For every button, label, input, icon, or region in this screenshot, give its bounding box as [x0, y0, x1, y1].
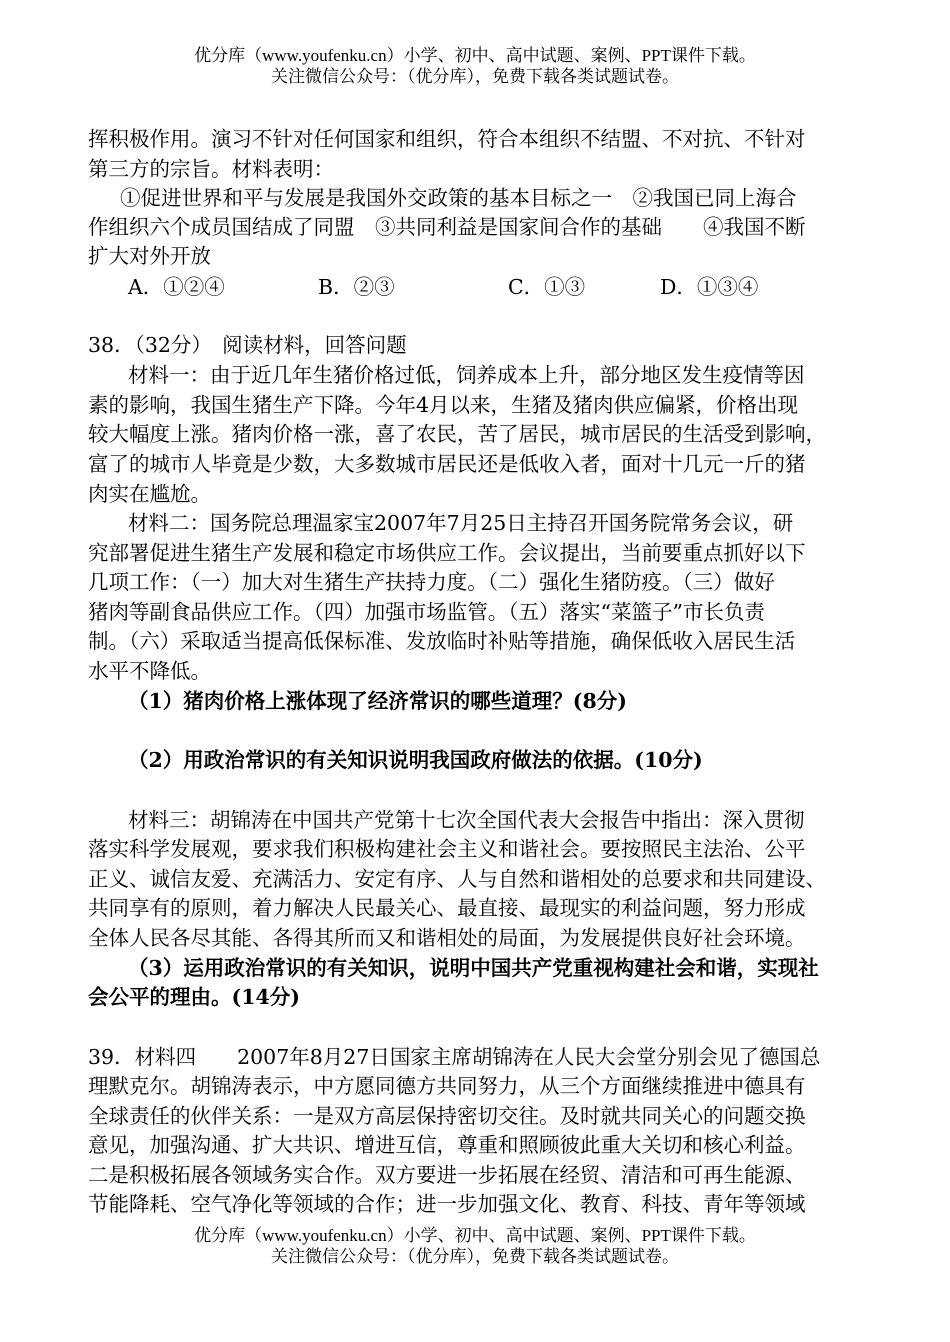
q38-subquestion-3-line-1: （3）运用政治常识的有关知识，说明中国共产党重视构建社会和谐，实现社 [128, 956, 819, 980]
q38-material3-line-1: 材料三：胡锦涛在中国共产党第十七次全国代表大会报告中指出：深入贯彻 [128, 808, 805, 832]
q37-line-2: 第三方的宗旨。材料表明： [88, 157, 334, 181]
header-line-1: 优分库（www.youfenku.cn）小学、初中、高中试题、案例、PPT课件下载。 [194, 46, 756, 65]
q38-material2-line-2: 究部署促进生猪生产发展和稳定市场供应工作。会议提出，当前要重点抓好以下 [88, 541, 806, 565]
page-header [0, 45, 950, 87]
q38-title: 38．（32分） 阅读材料，回答问题 [88, 333, 407, 357]
q38-material2-line-5: 制。（六）采取适当提高低保标准、发放临时补贴等措施，确保低收入居民生活 [88, 629, 796, 653]
q37-line-3: ①促进世界和平与发展是我国外交政策的基本目标之一 ②我国已同上海合 [120, 186, 797, 210]
q39-line-3: 全球责任的伙伴关系：一是双方高层保持密切交往。及时就共同关心的问题交换 [88, 1104, 806, 1128]
q39-line-2: 理默克尔。胡锦涛表示，中方愿同德方共同努力，从三个方面继续推进中德具有 [88, 1074, 806, 1098]
q38-material1-line-3: 较大幅度上涨。猪肉价格一涨，喜了农民，苦了居民，城市居民的生活受到影响， [88, 422, 826, 446]
q38-material3-line-4: 共同享有的原则，着力解决人民最关心、最直接、最现实的利益问题，努力形成 [88, 896, 806, 920]
q38-material2-line-4: 猪肉等副食品供应工作。（四）加强市场监管。（五）落实“菜篮子”市长负责 [88, 600, 765, 624]
q37-line-4: 作组织六个成员国结成了同盟 ③共同利益是国家间合作的基础 ④我国不断 [88, 215, 806, 239]
q37-option-b: B．②③ [318, 275, 395, 299]
q38-material3-line-3: 正义、诚信友爱、充满活力、安定有序、人与自然和谐相处的总要求和共同建设、 [88, 867, 826, 891]
footer-line-1: 优分库（www.youfenku.cn）小学、初中、高中试题、案例、PPT课件下载。 [194, 1226, 756, 1245]
q38-material2-line-3: 几项工作：（一）加大对生猪生产扶持力度。（二）强化生猪防疫。（三）做好 [88, 570, 775, 594]
q37-line-1: 挥积极作用。演习不针对任何国家和组织，符合本组织不结盟、不对抗、不针对 [88, 127, 806, 151]
q37-option-a: A．①②④ [128, 275, 225, 299]
q38-material2-line-6: 水平不降低。 [88, 659, 211, 683]
q38-material2-line-1: 材料二：国务院总理温家宝2007年7月25日主持召开国务院常务会议，研 [128, 511, 794, 535]
q37-option-d: D．①③④ [660, 275, 759, 299]
q38-material3-line-5: 全体人民各尽其能、各得其所而又和谐相处的局面，为发展提供良好社会环境。 [88, 926, 806, 950]
q37-option-c: C．①③ [508, 275, 586, 299]
q38-material1-line-5: 肉实在尴尬。 [88, 482, 211, 506]
page-footer [0, 1225, 950, 1267]
q39-line-1: 39．材料四 2007年8月27日国家主席胡锦涛在人民大会堂分别会见了德国总 [88, 1045, 821, 1069]
q39-line-4: 意见，加强沟通、扩大共识、增进互信，尊重和照顾彼此重大关切和核心利益。 [88, 1133, 806, 1157]
q39-line-6: 节能降耗、空气净化等领域的合作；进一步加强文化、教育、科技、青年等领域 [88, 1192, 806, 1216]
q38-subquestion-2: （2）用政治常识的有关知识说明我国政府做法的依据。(10分) [128, 748, 703, 772]
q38-material1-line-2: 素的影响，我国生猪生产下降。今年4月以来，生猪及猪肉供应偏紧，价格出现 [88, 393, 799, 417]
q38-subquestion-3-line-2: 会公平的理由。(14分) [88, 985, 300, 1009]
q39-line-5: 二是积极拓展各领域务实合作。双方要进一步拓展在经贸、清洁和可再生能源、 [88, 1163, 806, 1187]
q38-material3-line-2: 落实科学发展观，要求我们积极构建社会主义和谐社会。要按照民主法治、公平 [88, 837, 806, 861]
q38-subquestion-1: （1）猪肉价格上涨体现了经济常识的哪些道理？(8分) [128, 689, 627, 713]
footer-line-2: 关注微信公众号：（优分库），免费下载各类试题试卷。 [271, 1247, 679, 1266]
q38-material1-line-1: 材料一：由于近几年生猪价格过低，饲养成本上升，部分地区发生疫情等因 [128, 363, 805, 387]
header-line-2: 关注微信公众号：（优分库），免费下载各类试题试卷。 [271, 67, 679, 86]
q38-material1-line-4: 富了的城市人毕竟是少数，大多数城市居民还是低收入者，面对十几元一斤的猪 [88, 452, 806, 476]
q37-line-5: 扩大对外开放 [88, 244, 211, 268]
